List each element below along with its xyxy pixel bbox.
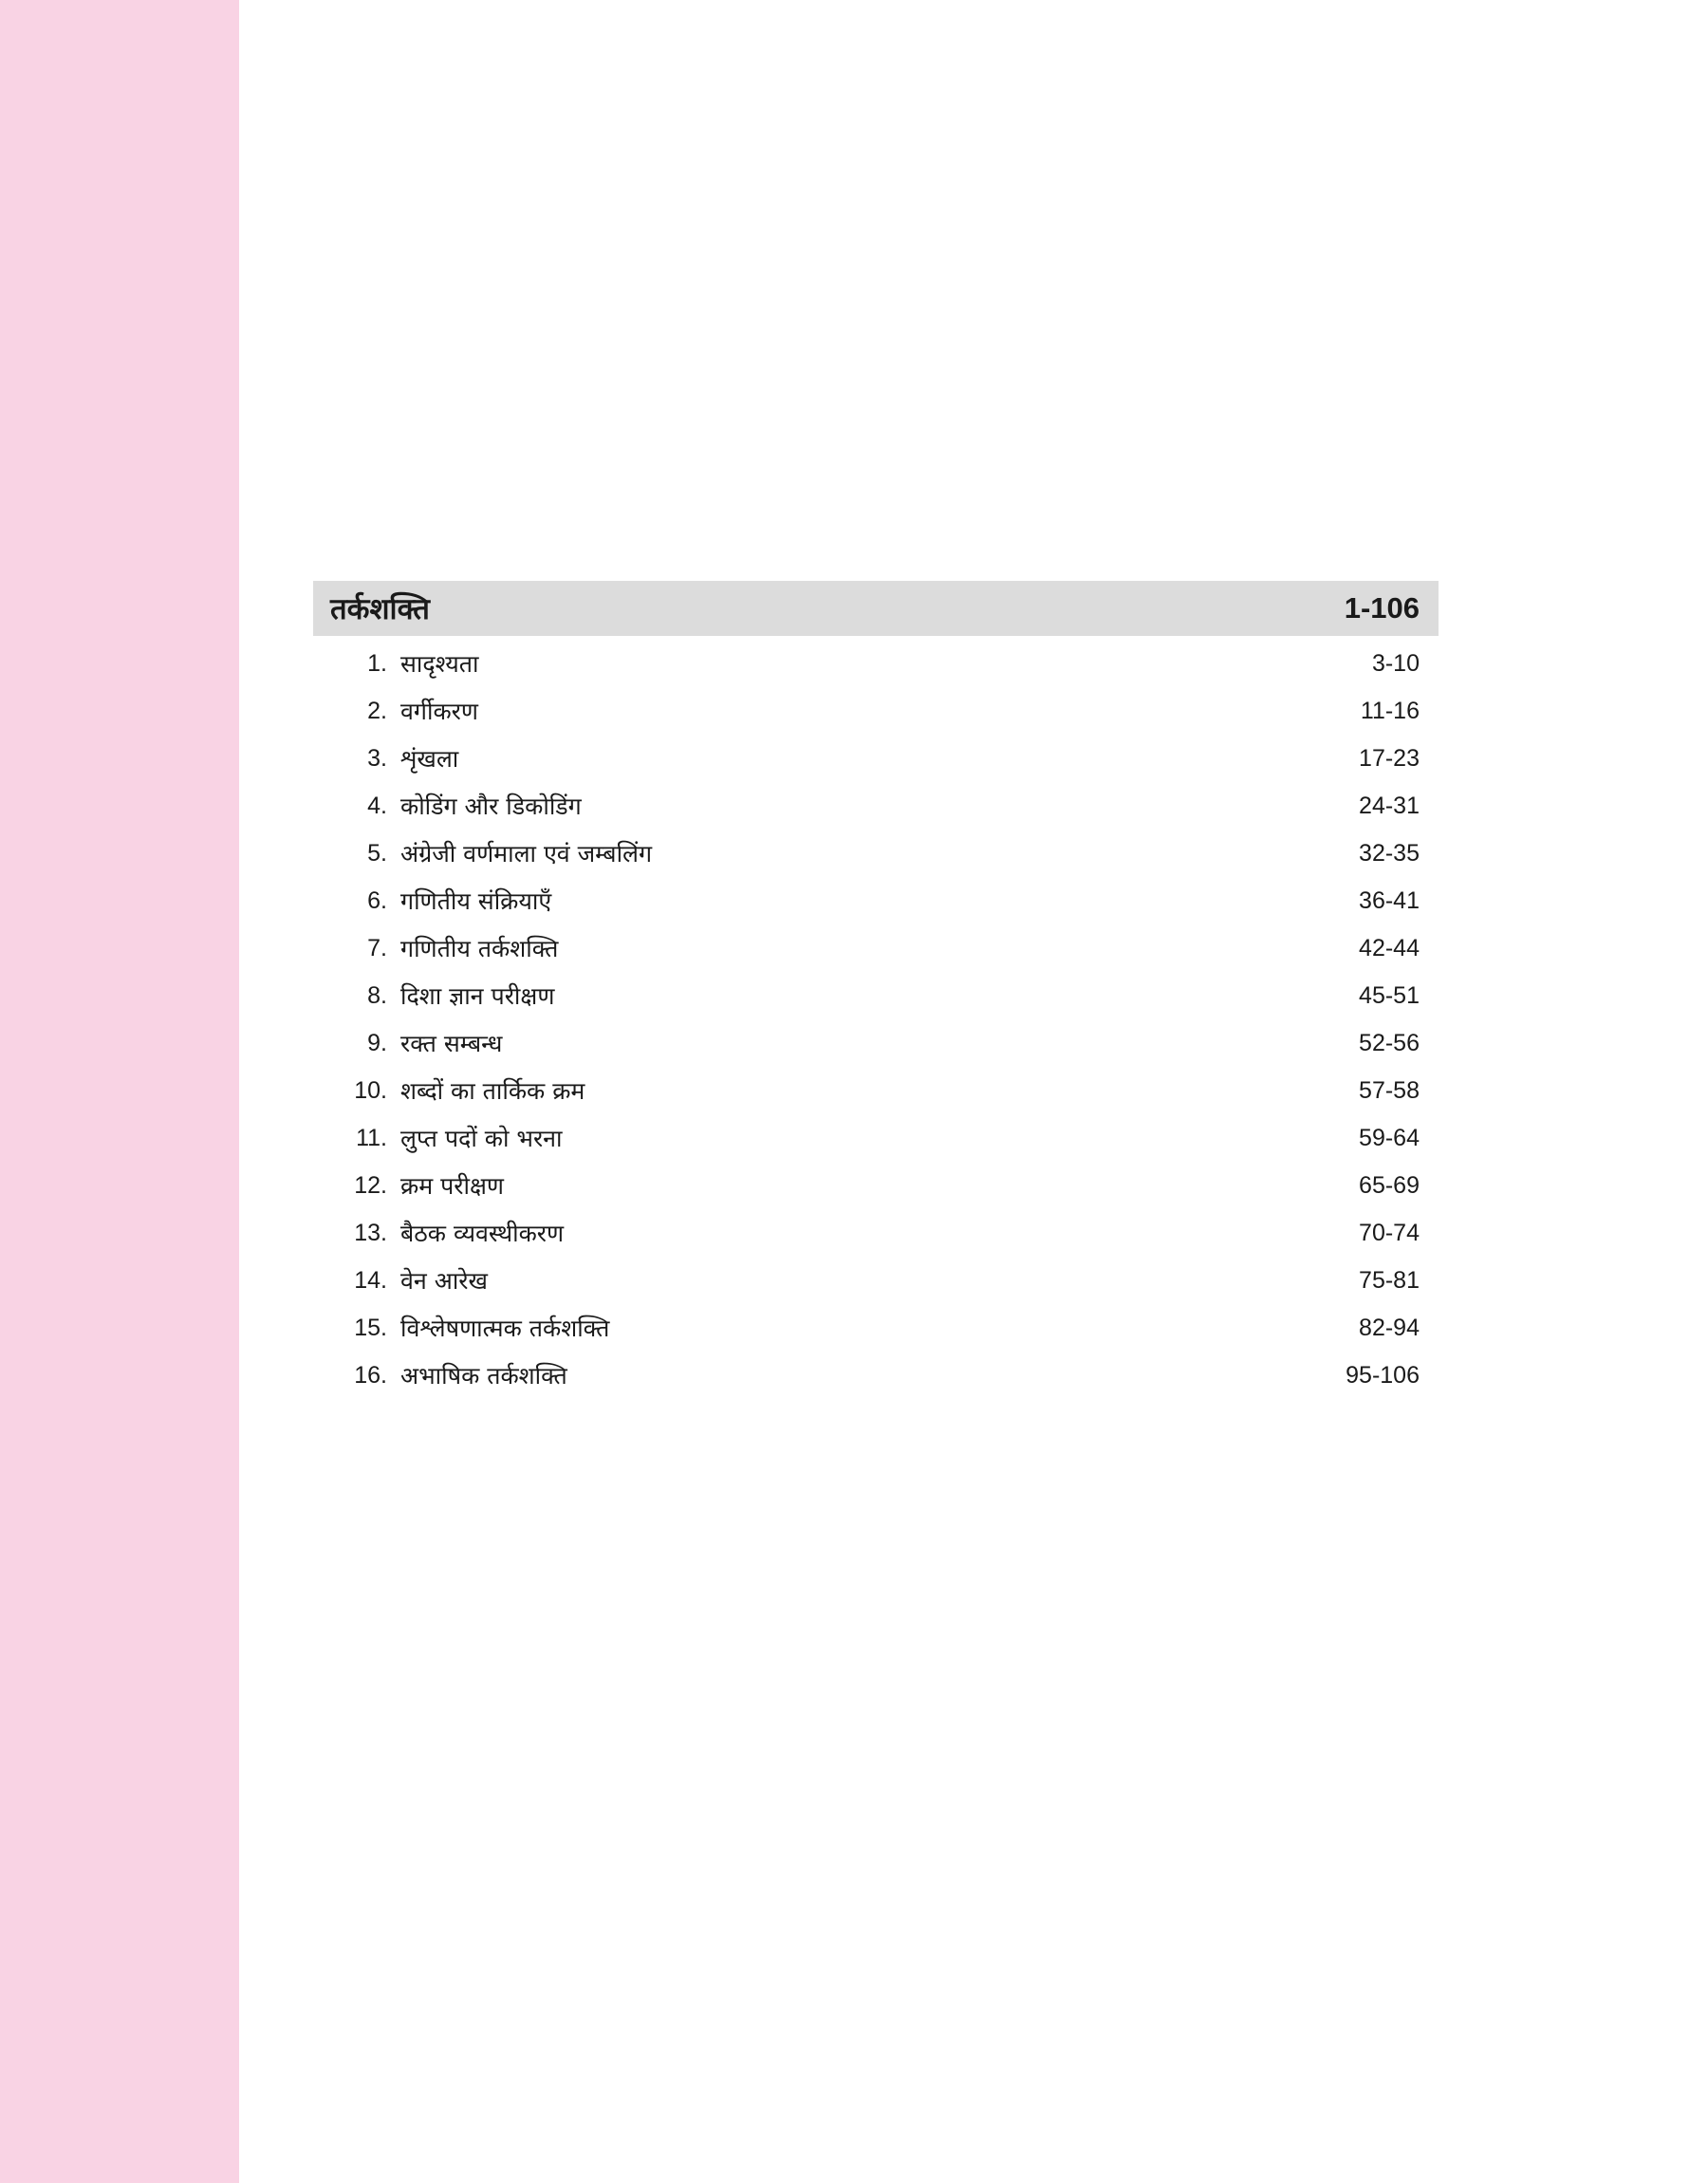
- chapter-row: [313, 1257, 1439, 1304]
- chapter-number: 2.: [367, 697, 387, 724]
- chapter-page-range: 59-64: [1359, 1124, 1420, 1151]
- chapter-row: [313, 1304, 1439, 1352]
- chapter-row: [313, 830, 1439, 877]
- chapter-page-range: 17-23: [1359, 744, 1420, 772]
- chapter-row: [313, 782, 1439, 830]
- chapter-title: बैठक व्यवस्थीकरण: [400, 1220, 565, 1247]
- chapter-row: [313, 1209, 1439, 1257]
- chapter-number: 12.: [354, 1171, 387, 1199]
- chapter-page-range: 45-51: [1359, 981, 1420, 1009]
- chapter-number: 13.: [354, 1219, 387, 1246]
- chapter-title: क्रम परीक्षण: [400, 1172, 504, 1200]
- chapter-row: [313, 1162, 1439, 1209]
- table-of-contents: [313, 581, 1439, 1399]
- chapter-number: 15.: [354, 1314, 387, 1341]
- chapter-page-range: 57-58: [1359, 1076, 1420, 1104]
- chapter-row: [313, 877, 1439, 924]
- chapter-title: गणितीय संक्रियाएँ: [400, 887, 552, 915]
- chapter-page-range: 42-44: [1359, 934, 1420, 961]
- chapter-number: 10.: [354, 1076, 387, 1104]
- chapter-title: रक्त सम्बन्ध: [400, 1030, 503, 1057]
- chapter-title: विश्लेषणात्मक तर्कशक्ति: [400, 1315, 610, 1342]
- chapter-number: 14.: [354, 1266, 387, 1294]
- section-title: तर्कशक्ति: [330, 592, 430, 626]
- chapter-row: [313, 735, 1439, 782]
- chapter-title: दिशा ज्ञान परीक्षण: [400, 982, 555, 1010]
- chapter-number: 6.: [367, 886, 387, 914]
- chapter-page-range: 32-35: [1359, 839, 1420, 867]
- chapter-row: [313, 1019, 1439, 1067]
- chapter-page-range: 11-16: [1360, 697, 1420, 724]
- side-color-band: [0, 0, 239, 2183]
- chapter-page-range: 65-69: [1359, 1171, 1420, 1199]
- section-page-range: 1-106: [1344, 591, 1420, 625]
- chapter-number: 8.: [367, 981, 387, 1009]
- chapter-row: [313, 1067, 1439, 1114]
- chapter-title: लुप्त पदों को भरना: [400, 1125, 563, 1152]
- chapter-number: 9.: [367, 1029, 387, 1056]
- chapter-title: सादृश्यता: [400, 650, 479, 678]
- chapter-title: अंग्रेजी वर्णमाला एवं जम्बलिंग: [400, 840, 653, 868]
- chapter-number: 16.: [354, 1361, 387, 1389]
- chapter-page-range: 24-31: [1359, 792, 1420, 819]
- chapter-row: [313, 972, 1439, 1019]
- chapter-row: [313, 1352, 1439, 1399]
- chapter-title: अभाषिक तर्कशक्ति: [400, 1362, 567, 1390]
- chapter-number: 5.: [367, 839, 387, 867]
- chapter-row: [313, 924, 1439, 972]
- chapter-row: [313, 687, 1439, 735]
- chapter-title: शृंखला: [400, 745, 459, 773]
- chapter-page-range: 82-94: [1359, 1314, 1420, 1341]
- chapter-title: वर्गीकरण: [400, 698, 478, 725]
- section-header: [313, 581, 1439, 636]
- chapter-title: वेन आरेख: [400, 1267, 488, 1295]
- chapter-number: 1.: [367, 649, 387, 677]
- chapter-page-range: 70-74: [1359, 1219, 1420, 1246]
- chapter-title: कोडिंग और डिकोडिंग: [400, 793, 582, 820]
- chapter-page-range: 3-10: [1371, 649, 1420, 677]
- chapter-page-range: 36-41: [1359, 886, 1420, 914]
- chapter-row: [313, 640, 1439, 687]
- chapter-page-range: 75-81: [1359, 1266, 1420, 1294]
- chapter-number: 4.: [367, 792, 387, 819]
- chapter-number: 11.: [356, 1124, 387, 1151]
- chapter-list: [313, 636, 1439, 1399]
- chapter-row: [313, 1114, 1439, 1162]
- chapter-number: 3.: [367, 744, 387, 772]
- chapter-title: शब्दों का तार्किक क्रम: [400, 1077, 585, 1105]
- chapter-number: 7.: [367, 934, 387, 961]
- chapter-title: गणितीय तर्कशक्ति: [400, 935, 559, 962]
- chapter-page-range: 95-106: [1346, 1361, 1420, 1389]
- chapter-page-range: 52-56: [1359, 1029, 1420, 1056]
